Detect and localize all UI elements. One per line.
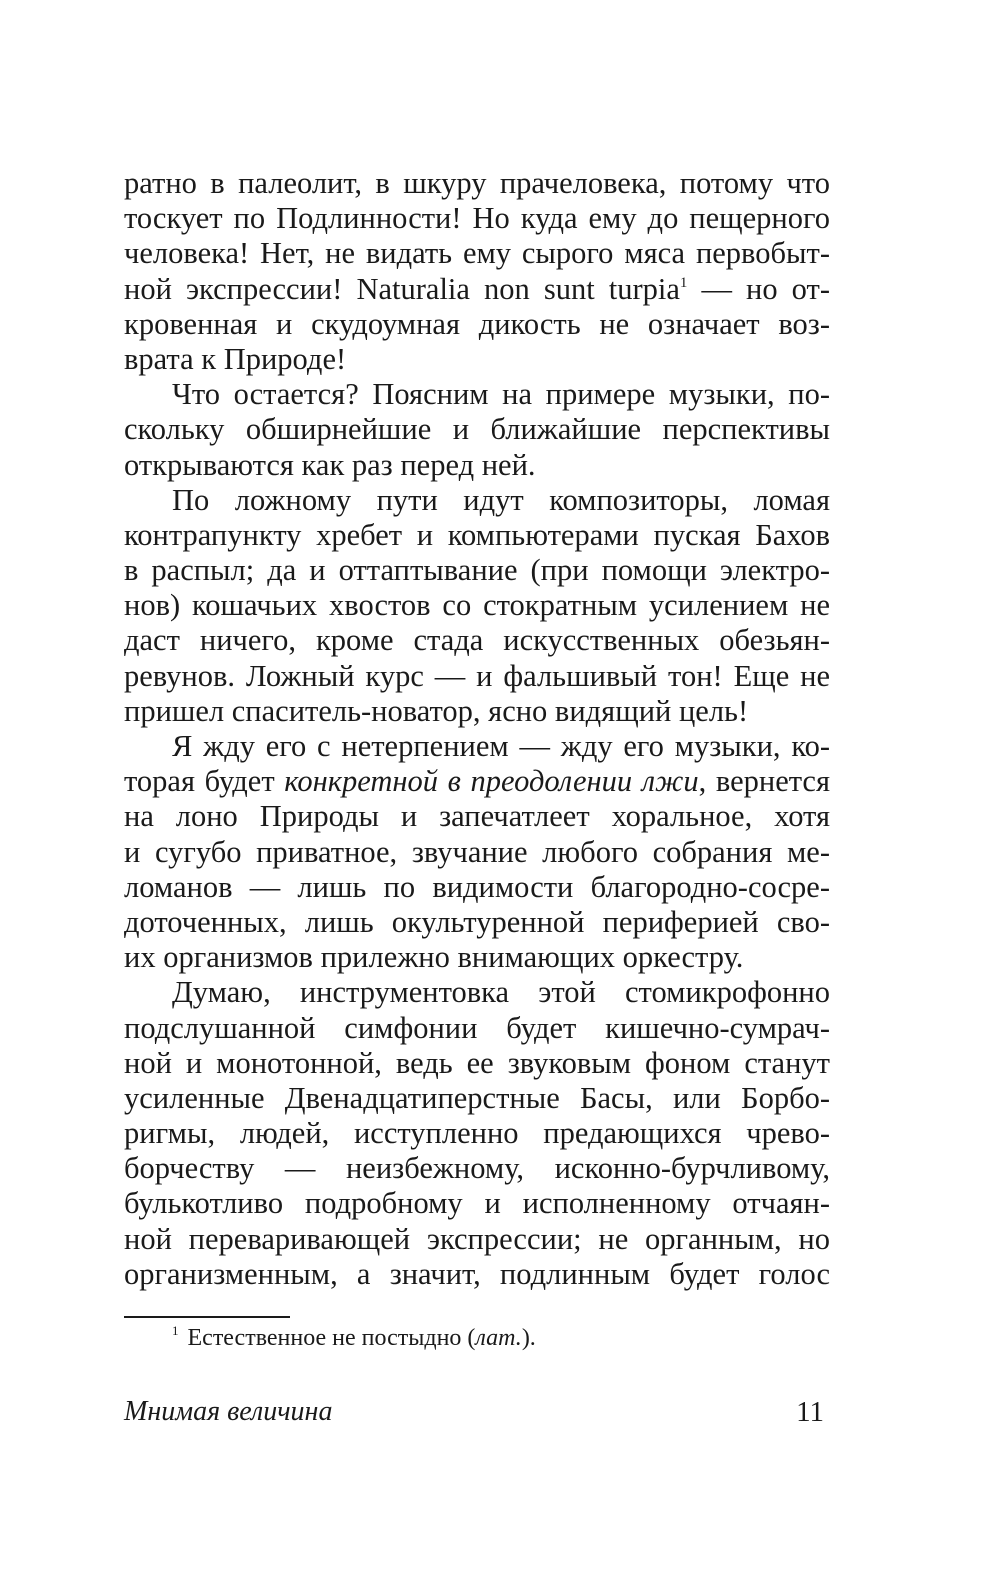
footnote-language-abbr: лат. xyxy=(475,1325,522,1351)
footnote xyxy=(172,1323,536,1353)
text-line: контрапункту хребет и компьютерами пуская Бахов xyxy=(124,517,830,552)
text-line: открываются как раз перед ней. xyxy=(124,447,536,482)
text-line xyxy=(124,764,830,799)
text-line: даст ничего, кроме стада искусственных обезьян- xyxy=(124,623,830,658)
text-line: скольку обширнейшие и ближайшие перспективы xyxy=(124,412,830,447)
text-line: подслушанной симфонии будет кишечно-сумрач- xyxy=(124,1010,830,1045)
text-line: кровенная и скудоумная дикость не означает воз- xyxy=(124,306,830,341)
text-line: пришел спаситель-новатор, ясно видящий цель! xyxy=(124,693,749,728)
text-line xyxy=(124,272,830,307)
footnote-divider xyxy=(124,1316,290,1318)
text-line: ревунов. Ложный курс — и фальшивый тон! Еще не xyxy=(124,658,830,693)
text-segment: ной экспрессии! Naturalia non sunt turpia xyxy=(124,271,680,306)
text-segment: торая будет xyxy=(124,764,285,799)
text-line: их организмов прилежно внимающих оркестру. xyxy=(124,940,744,975)
footnote-text: Естественное не постыдно ( xyxy=(181,1325,476,1351)
text-line: нов) кошачьих хвостов со стократным усилением не xyxy=(124,588,830,623)
body-text xyxy=(124,166,830,1292)
footnote-text-end: ). xyxy=(521,1325,536,1351)
footnote-mark: 1 xyxy=(172,1323,179,1338)
text-line: По ложному пути идут композиторы, ломая xyxy=(172,482,830,517)
emphasis-text: конкретной в преодолении лжи xyxy=(284,764,699,799)
text-line: усиленные Двенадцатиперстные Басы, или Борбо- xyxy=(124,1080,830,1115)
text-line: ломанов — лишь по видимости благородно-сосре- xyxy=(124,869,830,904)
text-line: тоскует по Подлинности! Но куда ему до пещерного xyxy=(124,201,830,236)
text-line: булькотливо подробному и исполненному отчаян- xyxy=(124,1186,830,1221)
text-line: в распыл; да и оттаптывание (при помощи электро- xyxy=(124,553,830,588)
text-line: Что остается? Поясним на примере музыки, по- xyxy=(172,377,830,412)
page-number: 11 xyxy=(796,1396,824,1428)
text-line: на лоно Природы и запечатлеет хоральное, хотя xyxy=(124,799,830,834)
text-segment: — но от- xyxy=(687,271,831,306)
text-line: борчеству — неизбежному, исконно-бурчливому, xyxy=(124,1151,830,1186)
text-line: ригмы, людей, исступленно предающихся чрево- xyxy=(124,1116,830,1151)
text-line: врата к Природе! xyxy=(124,341,347,376)
text-line: организменным, а значит, подлинным будет голос xyxy=(124,1256,830,1291)
text-line: Я жду его с нетерпением — жду его музыки, ко- xyxy=(172,729,830,763)
text-line: ратно в палеолит, в шкуру прачеловека, потому что xyxy=(124,166,830,200)
text-line: ной переваривающей экспрессии; не органным, но xyxy=(124,1221,830,1256)
text-segment: , вернется xyxy=(698,764,830,799)
footnote-reference: 1 xyxy=(679,274,688,291)
text-line: Думаю, инструментовка этой стомикрофонно xyxy=(172,975,830,1010)
text-line: и сугубо приватное, звучание любого собрания ме- xyxy=(124,834,830,869)
text-line: человека! Нет, не видать ему сырого мяса первобыт- xyxy=(124,236,830,271)
text-line: ной и монотонной, ведь ее звуковым фоном станут xyxy=(124,1045,830,1080)
running-title: Мнимая величина xyxy=(124,1396,333,1427)
text-line: доточенных, лишь окультуренной периферией сво- xyxy=(124,904,830,939)
